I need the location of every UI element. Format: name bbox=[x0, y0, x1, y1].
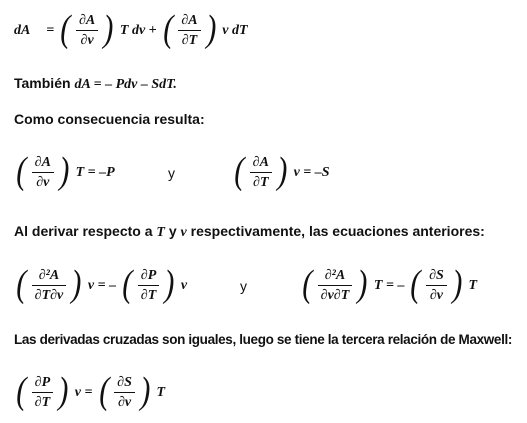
derivar-post: respectivamente, las ecuaciones anteriores: bbox=[190, 223, 485, 239]
fraction-denominator: ∂T bbox=[140, 288, 157, 303]
fraction-denominator: ∂T bbox=[253, 175, 269, 190]
left-paren: ( bbox=[302, 263, 313, 305]
equation-dA bbox=[14, 6, 252, 56]
fraction-numerator: ∂P bbox=[140, 268, 157, 283]
tambien-line bbox=[14, 75, 177, 93]
right-paren: ) bbox=[59, 150, 70, 192]
eq4-fraction-b bbox=[114, 376, 135, 410]
fraction-numerator: ∂A bbox=[252, 155, 269, 170]
consecuencia-line: Como consecuencia resulta: bbox=[14, 111, 205, 127]
eq1-term-1: T dv + bbox=[119, 23, 157, 38]
eq3-fraction-a2 bbox=[138, 269, 159, 303]
left-paren: ( bbox=[162, 8, 174, 50]
eq2-fraction-a bbox=[32, 156, 54, 190]
fraction-denominator: ∂v bbox=[429, 288, 444, 303]
right-paren: ) bbox=[103, 8, 114, 50]
eq3-tail-b: T bbox=[468, 278, 478, 293]
eq1-fraction-2 bbox=[178, 14, 200, 48]
derivar-line bbox=[14, 223, 485, 241]
fraction-denominator: ∂T bbox=[34, 395, 51, 410]
fraction-denominator: ∂v bbox=[117, 395, 132, 410]
eq3-fraction-a bbox=[32, 269, 67, 303]
eq3-fraction-b bbox=[318, 269, 353, 303]
eq4-fraction-a bbox=[32, 376, 53, 410]
equation-derivadas-b bbox=[300, 261, 481, 311]
eq1-lhs: dA bbox=[14, 23, 31, 38]
eq3-fraction-b2 bbox=[426, 269, 447, 303]
right-paren: ) bbox=[452, 263, 463, 305]
fraction-denominator: ∂T bbox=[181, 33, 198, 48]
right-paren: ) bbox=[71, 263, 82, 305]
fraction-numerator: ∂A bbox=[78, 13, 96, 28]
fraction-denominator: ∂v∂T bbox=[320, 288, 350, 303]
fraction-numerator: ∂A bbox=[181, 13, 198, 28]
eq2-fraction-b bbox=[250, 156, 272, 190]
tambien-formula: dA = – Pdv – SdT. bbox=[74, 77, 177, 92]
equation-maxwell bbox=[14, 368, 169, 418]
equation-consecuencia bbox=[14, 148, 119, 198]
left-paren: ( bbox=[60, 8, 71, 50]
right-paren: ) bbox=[164, 263, 175, 305]
left-paren: ( bbox=[122, 263, 133, 305]
fraction-numerator: ∂S bbox=[117, 375, 132, 390]
fraction-numerator: ∂S bbox=[429, 268, 444, 283]
equation-consecuencia-b bbox=[232, 148, 334, 198]
fraction-denominator: ∂v bbox=[36, 175, 50, 190]
cruzadas-line: Las derivadas cruzadas son iguales, luego se tiene la tercera relación de Maxwell: bbox=[14, 332, 513, 347]
right-paren: ) bbox=[357, 263, 368, 305]
fraction-numerator: ∂A bbox=[34, 155, 51, 170]
derivar-pre: Al derivar respecto a bbox=[14, 223, 153, 239]
fraction-numerator: ∂²A bbox=[38, 268, 60, 283]
fraction-denominator: ∂v bbox=[80, 33, 94, 48]
eq1-equals: = bbox=[46, 23, 55, 38]
eq2-connector-y: y bbox=[168, 165, 175, 181]
left-paren: ( bbox=[98, 370, 109, 412]
left-paren: ( bbox=[410, 263, 421, 305]
equation-derivadas-a bbox=[14, 261, 191, 311]
right-paren: ) bbox=[277, 150, 288, 192]
tambien-word: También bbox=[14, 75, 71, 91]
left-paren: ( bbox=[16, 370, 27, 412]
eq3-connector-y: y bbox=[240, 278, 247, 294]
left-paren: ( bbox=[16, 263, 27, 305]
right-paren: ) bbox=[140, 370, 151, 412]
eq3-mid-a: v = – bbox=[87, 278, 117, 293]
fraction-denominator: ∂T∂v bbox=[34, 288, 64, 303]
eq2-rhs-a: T = –P bbox=[75, 165, 115, 180]
fraction-numerator: ∂²A bbox=[324, 268, 346, 283]
derivar-T: T bbox=[156, 225, 165, 240]
left-paren: ( bbox=[234, 150, 245, 192]
left-paren: ( bbox=[16, 150, 27, 192]
eq2-rhs-b: v = –S bbox=[293, 165, 330, 180]
eq1-term-2: v dT bbox=[222, 23, 248, 38]
eq4-mid: v = bbox=[74, 385, 93, 400]
derivar-v: v bbox=[180, 225, 187, 240]
fraction-numerator: ∂P bbox=[34, 375, 51, 390]
eq1-fraction-1 bbox=[76, 14, 98, 48]
right-paren: ) bbox=[205, 8, 216, 50]
eq4-tail: T bbox=[156, 385, 166, 400]
eq3-tail-a: v bbox=[180, 278, 188, 293]
derivar-y: y bbox=[168, 223, 177, 239]
right-paren: ) bbox=[58, 370, 69, 412]
eq3-mid-b: T = – bbox=[373, 278, 405, 293]
